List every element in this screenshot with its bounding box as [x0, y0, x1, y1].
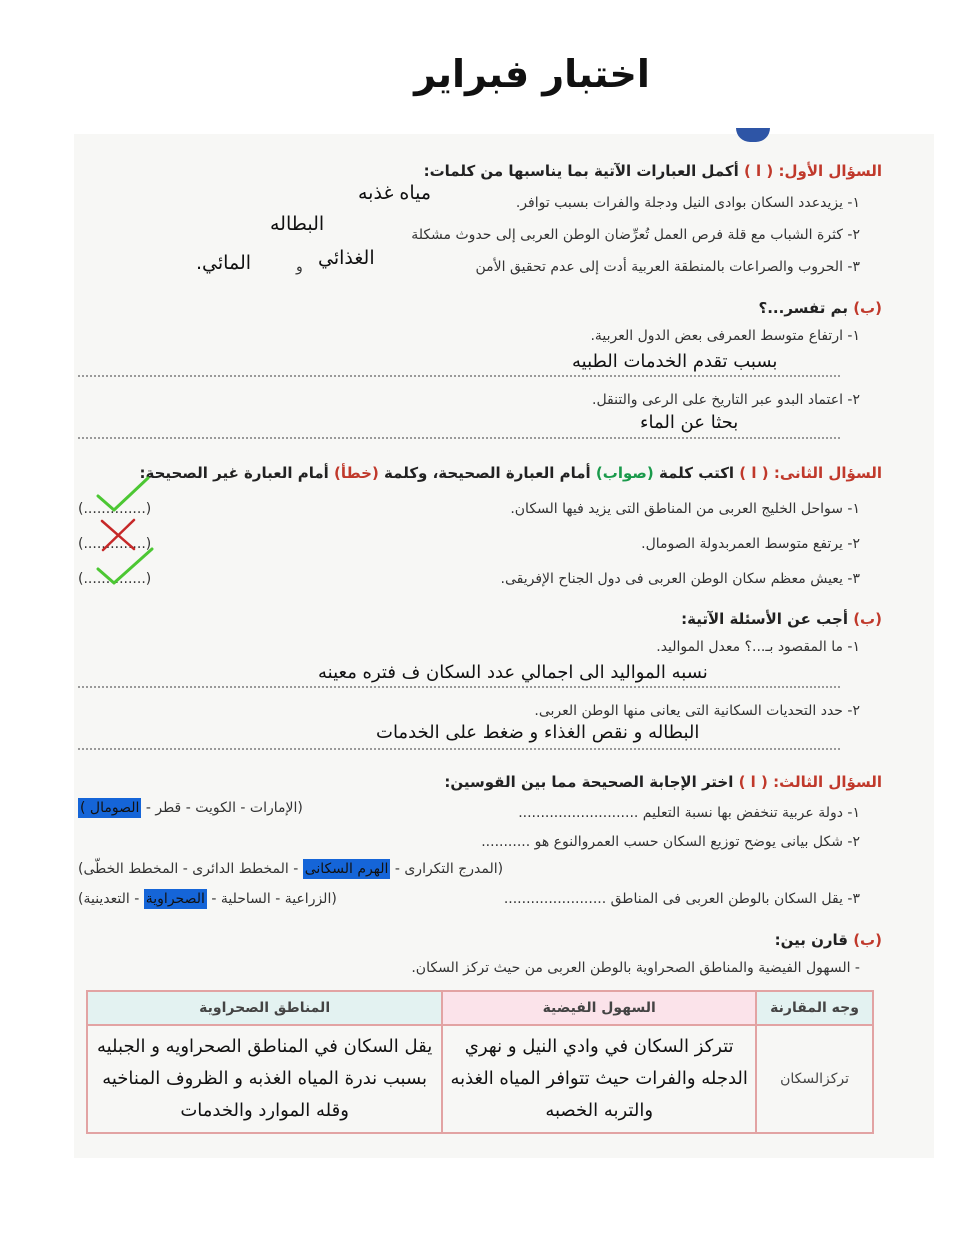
q3-item-3-options: (الزراعية - الساحلية - الصحراوية - التعدينية): [78, 891, 337, 907]
q3-item-2: ٢- شكل بيانى يوضح توزيع السكان حسب العمروالنوع هو ...........: [481, 834, 860, 850]
table-row-label-cell: [756, 1025, 873, 1133]
q2-heading: السؤال الثانى: ( ا ) اكتب كلمة (صواب) أمام العبارة الصحيحة، وكلمة (خطأ) أمام العبارة غير الصحيحة:: [139, 464, 882, 482]
q2-item-2: ٢- يرتفع متوسط العمربدولة الصومال.: [641, 536, 860, 552]
check-mark-icon: [94, 474, 152, 516]
q2-item-2-answer-box[interactable]: (..............): [78, 536, 152, 552]
answer-line: [78, 686, 840, 688]
selected-answer[interactable]: الهرم السكانى: [304, 861, 389, 877]
answer-line: [78, 375, 840, 377]
desert-answer-cell[interactable]: [87, 1025, 442, 1133]
q2b-item-2: ٢- حدد التحديات السكانية التى يعانى منها الوطن العربى.: [534, 703, 860, 719]
q2b-item-1: ١- ما المقصود بـ...؟ معدل المواليد.: [656, 639, 860, 655]
answer-line: [78, 437, 840, 439]
q1-heading: السؤال الأول: ( ا ) أكمل العبارات الآتية بما يناسبها من كلمات:: [423, 162, 882, 180]
q2-item-1-answer-box[interactable]: (..............): [78, 501, 152, 517]
q1-item-2-answer[interactable]: البطاله: [270, 213, 325, 235]
table-header-plains: السهول الفيضية: [442, 991, 756, 1025]
q1b-item-2: ٢- اعتماد البدو عبر التاريخ على الرعى والتنقل.: [592, 392, 860, 408]
q1-item-1: ١- يزيدعدد السكان بوادى النيل ودجلة والفرات بسبب توافر.: [515, 195, 860, 211]
selected-answer[interactable]: الصومال ): [80, 800, 140, 816]
q2-part-b-heading: (ب) أجب عن الأسئلة الآتية:: [681, 610, 882, 628]
q2b-item-1-answer[interactable]: نسبه المواليد الى اجمالي عدد السكان ف فتره معينه: [318, 662, 708, 683]
table-header-aspect: وجه المقارنة: [756, 991, 873, 1025]
q3-item-2-options: (المدرج التكرارى - الهرم السكانى - المخطط الدائرى - المخطط الخطّى): [78, 861, 504, 877]
q3-part-b-heading: (ب) قارن بين:: [774, 931, 882, 949]
q2-item-3-answer-box[interactable]: (..............): [78, 571, 152, 587]
q1b-item-1: ١- ارتفاع متوسط العمرفى بعض الدول العربية.: [590, 328, 860, 344]
q1-item-3-connector: و: [296, 259, 303, 275]
check-mark-icon: [94, 545, 156, 589]
plains-answer-cell[interactable]: [442, 1025, 756, 1133]
q2-item-1: ١- سواحل الخليج العربى من المناطق التى يزيد فيها السكان.: [510, 501, 860, 517]
page-title: اختبار فبراير: [414, 52, 650, 96]
comparison-table: [86, 990, 874, 1134]
desert-answer: يقل السكان في المناطق الصحراويه و الجبليه بسبب ندرة المياه الغذبه و الظروف المناخيه وقله الموارد والخدمات: [96, 1036, 433, 1121]
selected-answer[interactable]: الصحراوية: [145, 891, 205, 907]
q3-heading: السؤال الثالث: ( ا ) اختر الإجابة الصحيحة مما بين القوسين:: [444, 773, 882, 791]
answer-line: [78, 748, 840, 750]
q1-item-1-answer[interactable]: مياه غذبه: [358, 182, 432, 204]
q3-item-3: ٣- يقل السكان بالوطن العربى فى المناطق .......................: [503, 891, 860, 907]
q1b-item-2-answer[interactable]: بحثا عن الماء: [640, 412, 739, 433]
table-header-desert: المناطق الصحراوية: [87, 991, 442, 1025]
q1-item-3: ٣- الحروب والصراعات بالمنطقة العربية أدت إلى عدم تحقيق الأمن: [475, 259, 860, 275]
table-row-label: تركزالسكان: [780, 1071, 850, 1087]
plains-answer: تتركز السكان في وادي النيل و نهري الدجله والفرات حيث تتوافر المياه الغذبه والتربه الخصبه: [450, 1036, 748, 1121]
q2-item-3: ٣- يعيش معظم سكان الوطن العربى فى دول الجناح الإفريقى.: [500, 571, 860, 587]
q3-item-1-options: (الإمارات - الكويت - قطر - الصومال ): [80, 800, 303, 816]
q1-part-b-heading: (ب) بم تفسر...؟: [758, 299, 882, 317]
q1-item-2: ٢- كثرة الشباب مع قلة فرص العمل تُعرِّضان الوطن العربى إلى حدوث مشكلة: [411, 227, 860, 243]
q3-item-1: ١- دولة عربية تنخفض بها نسبة التعليم ...........................: [518, 805, 860, 821]
q1b-item-1-answer[interactable]: بسبب تقدم الخدمات الطبيه: [572, 351, 778, 372]
q2b-item-2-answer[interactable]: البطاله و نقص الغذاء و ضغط على الخدمات: [376, 722, 700, 743]
q1-item-3-answer-1[interactable]: الغذائي: [318, 247, 375, 269]
q1-item-3-answer-2[interactable]: المائي.: [196, 252, 252, 274]
q3b-prompt: - السهول الفيضية والمناطق الصحراوية بالوطن العربى من حيث تركز السكان.: [411, 960, 860, 976]
